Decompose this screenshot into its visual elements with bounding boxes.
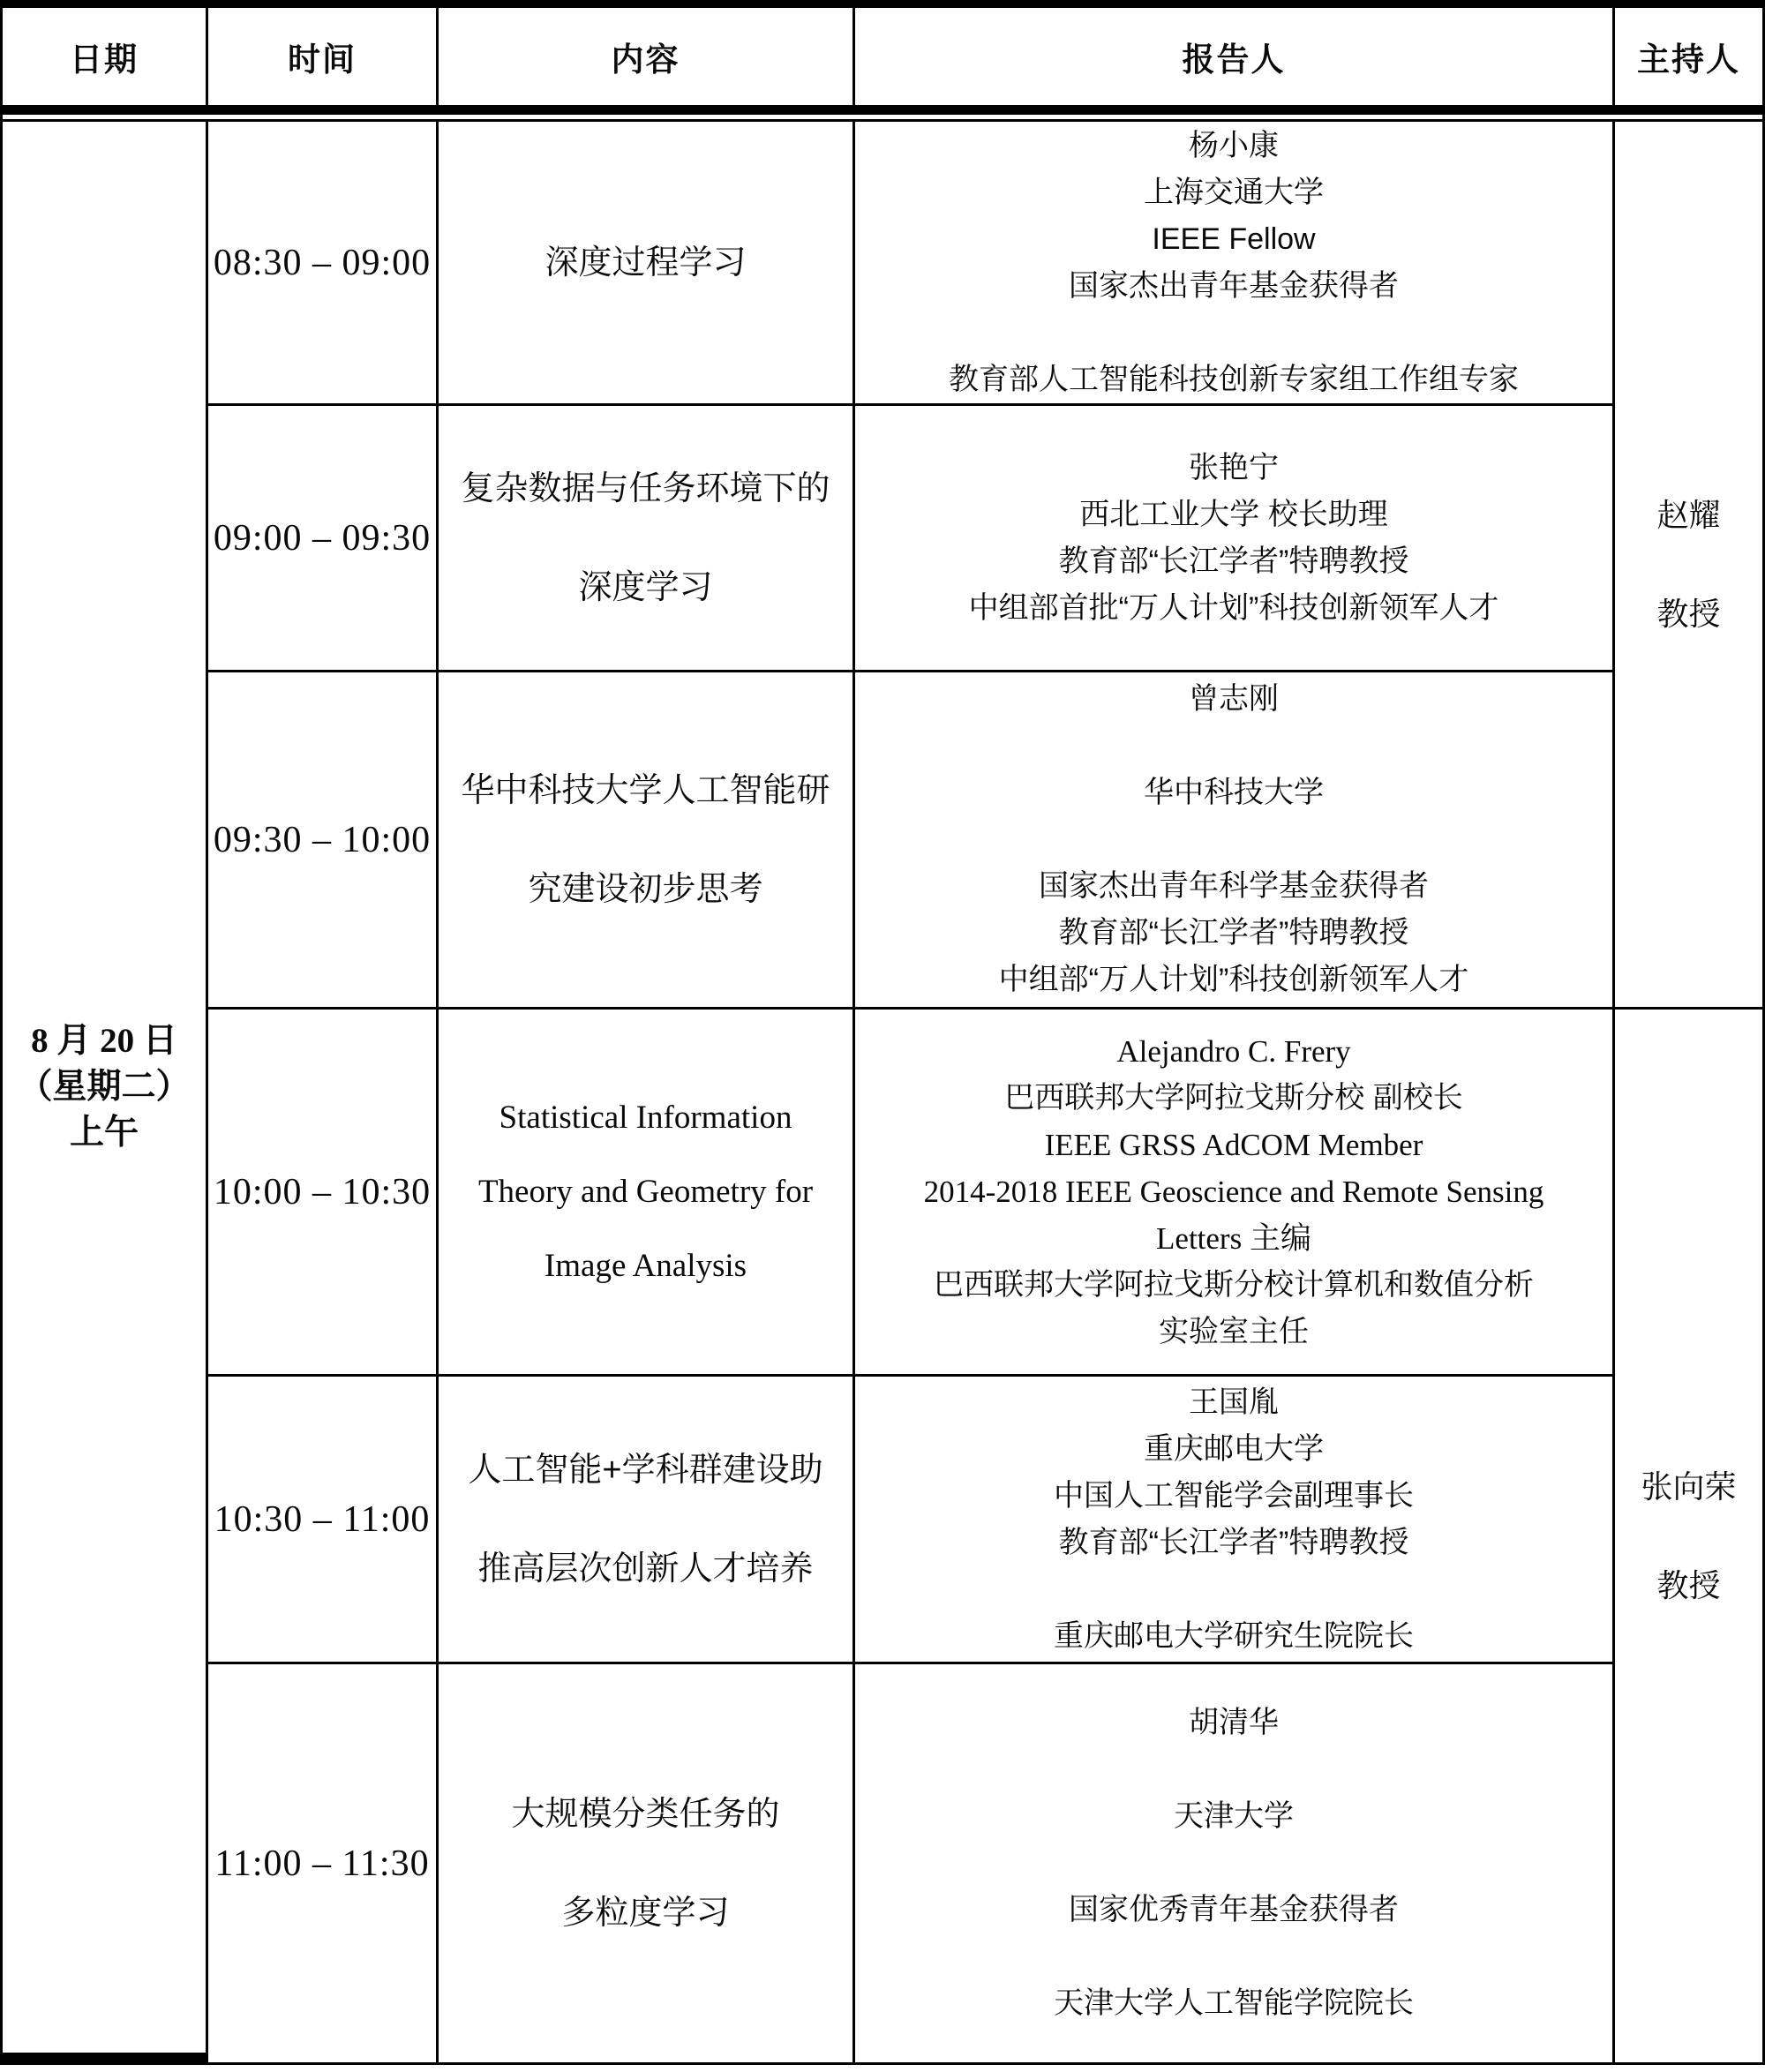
column-header-date xyxy=(3,8,208,105)
speaker-line: 教育部“长江学者”特聘教授 xyxy=(1058,544,1409,578)
cell-speaker xyxy=(855,122,1615,406)
time-range: 08:30 – 09:00 xyxy=(213,242,432,283)
cell-time xyxy=(208,672,439,1010)
content-line: 大规模分类任务的 xyxy=(511,1795,780,1833)
content-line: 深度过程学习 xyxy=(545,244,747,282)
time-range: 09:30 – 10:00 xyxy=(213,819,432,860)
cell-speaker xyxy=(855,1664,1615,2065)
speaker-line: 国家优秀青年基金获得者 xyxy=(1069,1893,1399,1926)
speaker-line: 天津大学 xyxy=(1174,1799,1294,1833)
speaker-line: 国家杰出青年基金获得者 xyxy=(1069,268,1399,303)
time-range: 11:00 – 11:30 xyxy=(214,1843,430,1884)
cell-date xyxy=(3,122,208,2065)
column-header-date-label: 日期 xyxy=(70,41,139,78)
speaker-line: Alejandro C. Frery xyxy=(1116,1034,1351,1069)
cell-speaker xyxy=(855,1377,1615,1664)
speaker-line: IEEE Fellow xyxy=(1152,221,1316,256)
cell-content xyxy=(439,672,855,1010)
cell-content xyxy=(439,1664,855,2065)
column-header-time-label: 时间 xyxy=(288,41,357,78)
speaker-line: 中国人工智能学会副理事长 xyxy=(1054,1478,1414,1513)
speaker-line: 教育部人工智能科技创新专家组工作组专家 xyxy=(949,362,1519,396)
date-weekday: （星期二） xyxy=(18,1068,191,1106)
speaker-line: IEEE GRSS AdCOM Member xyxy=(1044,1128,1423,1162)
cell-content xyxy=(439,406,855,672)
column-header-speaker xyxy=(855,8,1615,105)
host-name: 张向荣 xyxy=(1641,1468,1737,1505)
column-header-content-label: 内容 xyxy=(611,41,680,78)
cell-time xyxy=(208,1377,439,1664)
content-line: Theory and Geometry for xyxy=(477,1173,814,1210)
speaker-line: 中组部首批“万人计划”科技创新领军人才 xyxy=(968,590,1499,625)
cell-speaker xyxy=(855,1010,1615,1377)
speaker-line: 上海交通大学 xyxy=(1144,175,1324,209)
host-title: 教授 xyxy=(1656,595,1721,632)
date-line: 8 月 20 日 xyxy=(31,1022,177,1060)
date-period: 上午 xyxy=(69,1114,139,1152)
speaker-line: 教育部“长江学者”特聘教授 xyxy=(1058,916,1409,950)
time-range: 10:30 – 11:00 xyxy=(214,1498,431,1540)
speaker-line: 王国胤 xyxy=(1189,1385,1279,1419)
speaker-line: Letters 主编 xyxy=(1156,1221,1311,1256)
speaker-line: 张艳宁 xyxy=(1189,450,1279,484)
cell-time xyxy=(208,406,439,672)
content-line: 人工智能+学科群建设助 xyxy=(468,1451,823,1489)
speaker-line: 巴西联邦大学阿拉戈斯分校 副校长 xyxy=(1004,1081,1463,1115)
column-header-time xyxy=(208,8,439,105)
header-divider xyxy=(3,105,1762,122)
speaker-line: 重庆邮电大学研究生院院长 xyxy=(1054,1618,1414,1653)
column-header-host xyxy=(1615,8,1762,105)
speaker-line: 胡清华 xyxy=(1189,1706,1279,1739)
cell-time xyxy=(208,1010,439,1377)
time-range: 10:00 – 10:30 xyxy=(213,1171,432,1212)
content-line: 多粒度学习 xyxy=(561,1894,730,1932)
content-line: 复杂数据与任务环境下的 xyxy=(461,469,830,507)
content-line: 华中科技大学人工智能研 xyxy=(461,771,830,809)
content-line: 深度学习 xyxy=(578,568,713,606)
cell-time xyxy=(208,1664,439,2065)
content-line: Statistical Information xyxy=(499,1099,792,1136)
cell-content xyxy=(439,1377,855,1664)
speaker-line: 巴西联邦大学阿拉戈斯分校计算机和数值分析 xyxy=(934,1268,1534,1302)
content-line: 究建设初步思考 xyxy=(528,870,763,908)
cell-host-morning-2 xyxy=(1615,1010,1762,2065)
speaker-line: 天津大学人工智能学院院长 xyxy=(1054,1986,1414,2020)
speaker-line: 中组部“万人计划”科技创新领军人才 xyxy=(998,963,1469,996)
speaker-line: 西北工业大学 校长助理 xyxy=(1079,497,1388,531)
host-title: 教授 xyxy=(1656,1566,1721,1603)
speaker-line: 重庆邮电大学 xyxy=(1144,1431,1324,1466)
speaker-line: 杨小康 xyxy=(1189,128,1279,162)
cell-time xyxy=(208,122,439,406)
speaker-line: 教育部“长江学者”特聘教授 xyxy=(1058,1525,1409,1559)
content-line: Image Analysis xyxy=(544,1247,747,1284)
cell-content xyxy=(439,122,855,406)
speaker-line: 国家杰出青年科学基金获得者 xyxy=(1039,869,1429,903)
cell-speaker xyxy=(855,672,1615,1010)
speaker-line: 实验室主任 xyxy=(1159,1315,1309,1348)
speaker-line: 2014-2018 IEEE Geoscience and Remote Sensing xyxy=(923,1175,1544,1209)
column-header-host-label: 主持人 xyxy=(1637,41,1740,78)
cell-host-morning-1 xyxy=(1615,122,1762,1010)
time-range: 09:00 – 09:30 xyxy=(213,517,432,559)
content-line: 推高层次创新人才培养 xyxy=(477,1550,814,1588)
cell-content xyxy=(439,1010,855,1377)
host-name: 赵耀 xyxy=(1656,496,1721,533)
column-header-speaker-label: 报告人 xyxy=(1182,41,1286,78)
cell-speaker xyxy=(855,406,1615,672)
speaker-line: 曾志刚 xyxy=(1189,682,1279,716)
speaker-line: 华中科技大学 xyxy=(1144,776,1324,809)
column-header-content xyxy=(439,8,855,105)
